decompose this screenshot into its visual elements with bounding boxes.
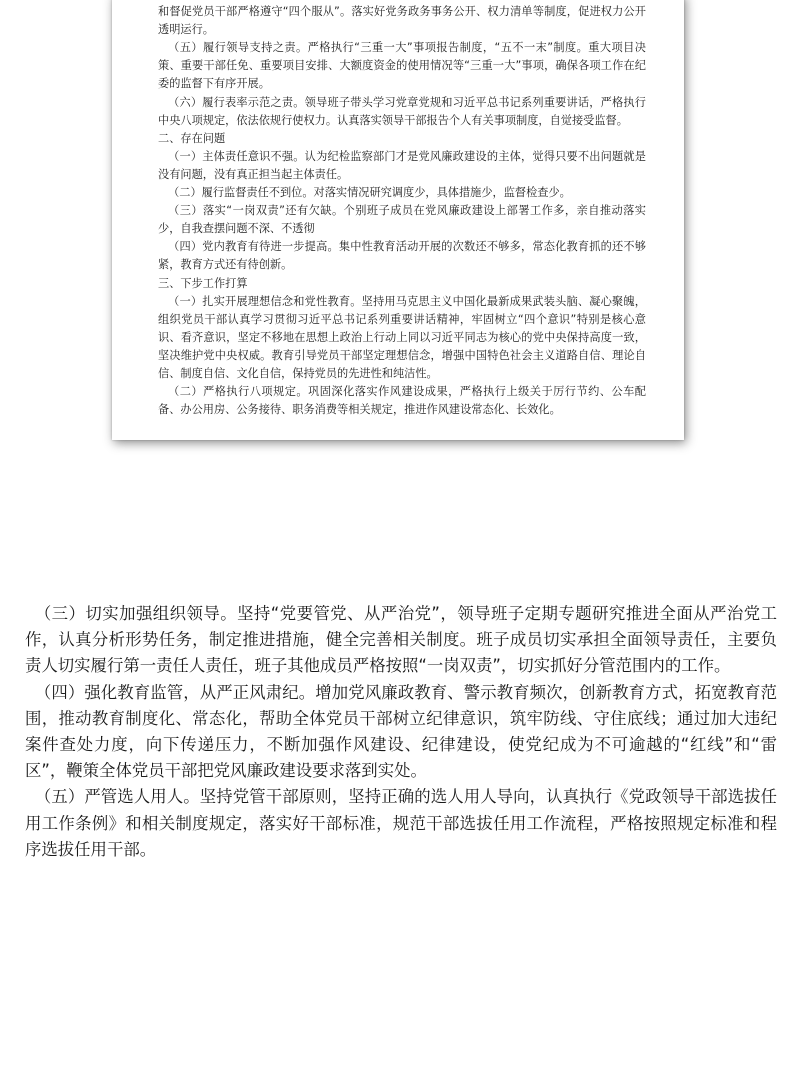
document-page-text bbox=[158, 0, 646, 419]
preview-section-heading: 三、下步工作打算 bbox=[158, 276, 248, 290]
preview-paragraph: （二）履行监督责任不到位。对落实情况研究调度少，具体措施少，监督检查少。 bbox=[168, 186, 571, 200]
body-paragraph: （四）强化教育监管，从严正风肃纪。增加党风廉政教育、警示教育频次，创新教育方式，拓宽教育范围，推动教育制度化、常态化，帮助全体党员干部树立纪律意识，筑牢防线、守住底线；通过加大违纪案件查处力度，向下传递压力，不断加强作风建设、纪律建设，使党纪成为不可逾越的“红线”和“雷区”，鞭策全体党员干部把党风廉政建设要求落到实处。 bbox=[25, 682, 777, 781]
preview-paragraph: （五）履行领导支持之责。严格执行“三重一大”事项报告制度，“五不一末”制度。重大项目决策、重要干部任免、重要项目安排、大额度资金的使用情况等“三重一大”事项，确保各项工作在纪委的监督下有序开展。 bbox=[158, 41, 646, 91]
preview-paragraph: 和督促党员干部严格遵守“四个服从”。落实好党务政务事务公开、权力清单等制度，促进权力公开透明运行。 bbox=[158, 5, 646, 37]
preview-paragraph: （二）严格执行八项规定。巩固深化落实作风建设成果，严格执行上级关于厉行节约、公车配备、办公用房、公务接待、职务消费等相关规定，推进作风建设常态化、长效化。 bbox=[158, 385, 646, 417]
preview-paragraph: （六）履行表率示范之责。领导班子带头学习党章党规和习近平总书记系列重要讲话，严格执行中央八项规定，依法依规行使权力。认真落实领导干部报告个人有关事项制度，自觉接受监督。 bbox=[158, 95, 646, 127]
preview-section-heading: 二、存在问题 bbox=[158, 131, 226, 145]
document-page-thumbnail bbox=[112, 0, 684, 440]
preview-paragraph: （四）党内教育有待进一步提高。集中性教育活动开展的次数还不够多，常态化教育抓的还不够紧，教育方式还有待创新。 bbox=[158, 240, 646, 272]
preview-paragraph: （三）落实“一岗双责”还有欠缺。个别班子成员在党风廉政建设上部署工作多，亲自推动落实少，自我查摆问题不深、不透彻 bbox=[158, 204, 646, 236]
preview-paragraph: （一）主体责任意识不强。认为纪检监察部门才是党风廉政建设的主体，觉得只要不出问题就是没有问题，没有真正担当起主体责任。 bbox=[158, 149, 646, 181]
document-preview-area bbox=[0, 0, 800, 470]
body-paragraph: （五）严管选人用人。坚持党管干部原则，坚持正确的选人用人导向，认真执行《党政领导干部选拔任用工作条例》和相关制度规定，落实好干部标准，规范干部选拔任用工作流程，严格按照规定标准和程序选拔任用干部。 bbox=[25, 787, 777, 859]
main-text-body bbox=[25, 601, 777, 863]
preview-paragraph: （一）扎实开展理想信念和党性教育。坚持用马克思主义中国化最新成果武装头脑、凝心聚魄，组织党员干部认真学习贯彻习近平总书记系列重要讲话精神，牢固树立“四个意识”特别是核心意识、看齐意识，坚定不移地在思想上政治上行动上同以习近平同志为核心的党中央保持高度一致，坚决维护党中央权威。教育引导党员干部坚定理想信念，增强中国特色社会主义道路自信、理论自信、制度自信、文化自信，保持党员的先进性和纯洁性。 bbox=[158, 294, 646, 380]
body-paragraph: （三）切实加强组织领导。坚持“党要管党、从严治党”，领导班子定期专题研究推进全面从严治党工作，认真分析形势任务，制定推进措施，健全完善相关制度。班子成员切实承担全面领导责任，主要负责人切实履行第一责任人责任，班子其他成员严格按照“一岗双责”，切实抓好分管范围内的工作。 bbox=[25, 604, 777, 676]
